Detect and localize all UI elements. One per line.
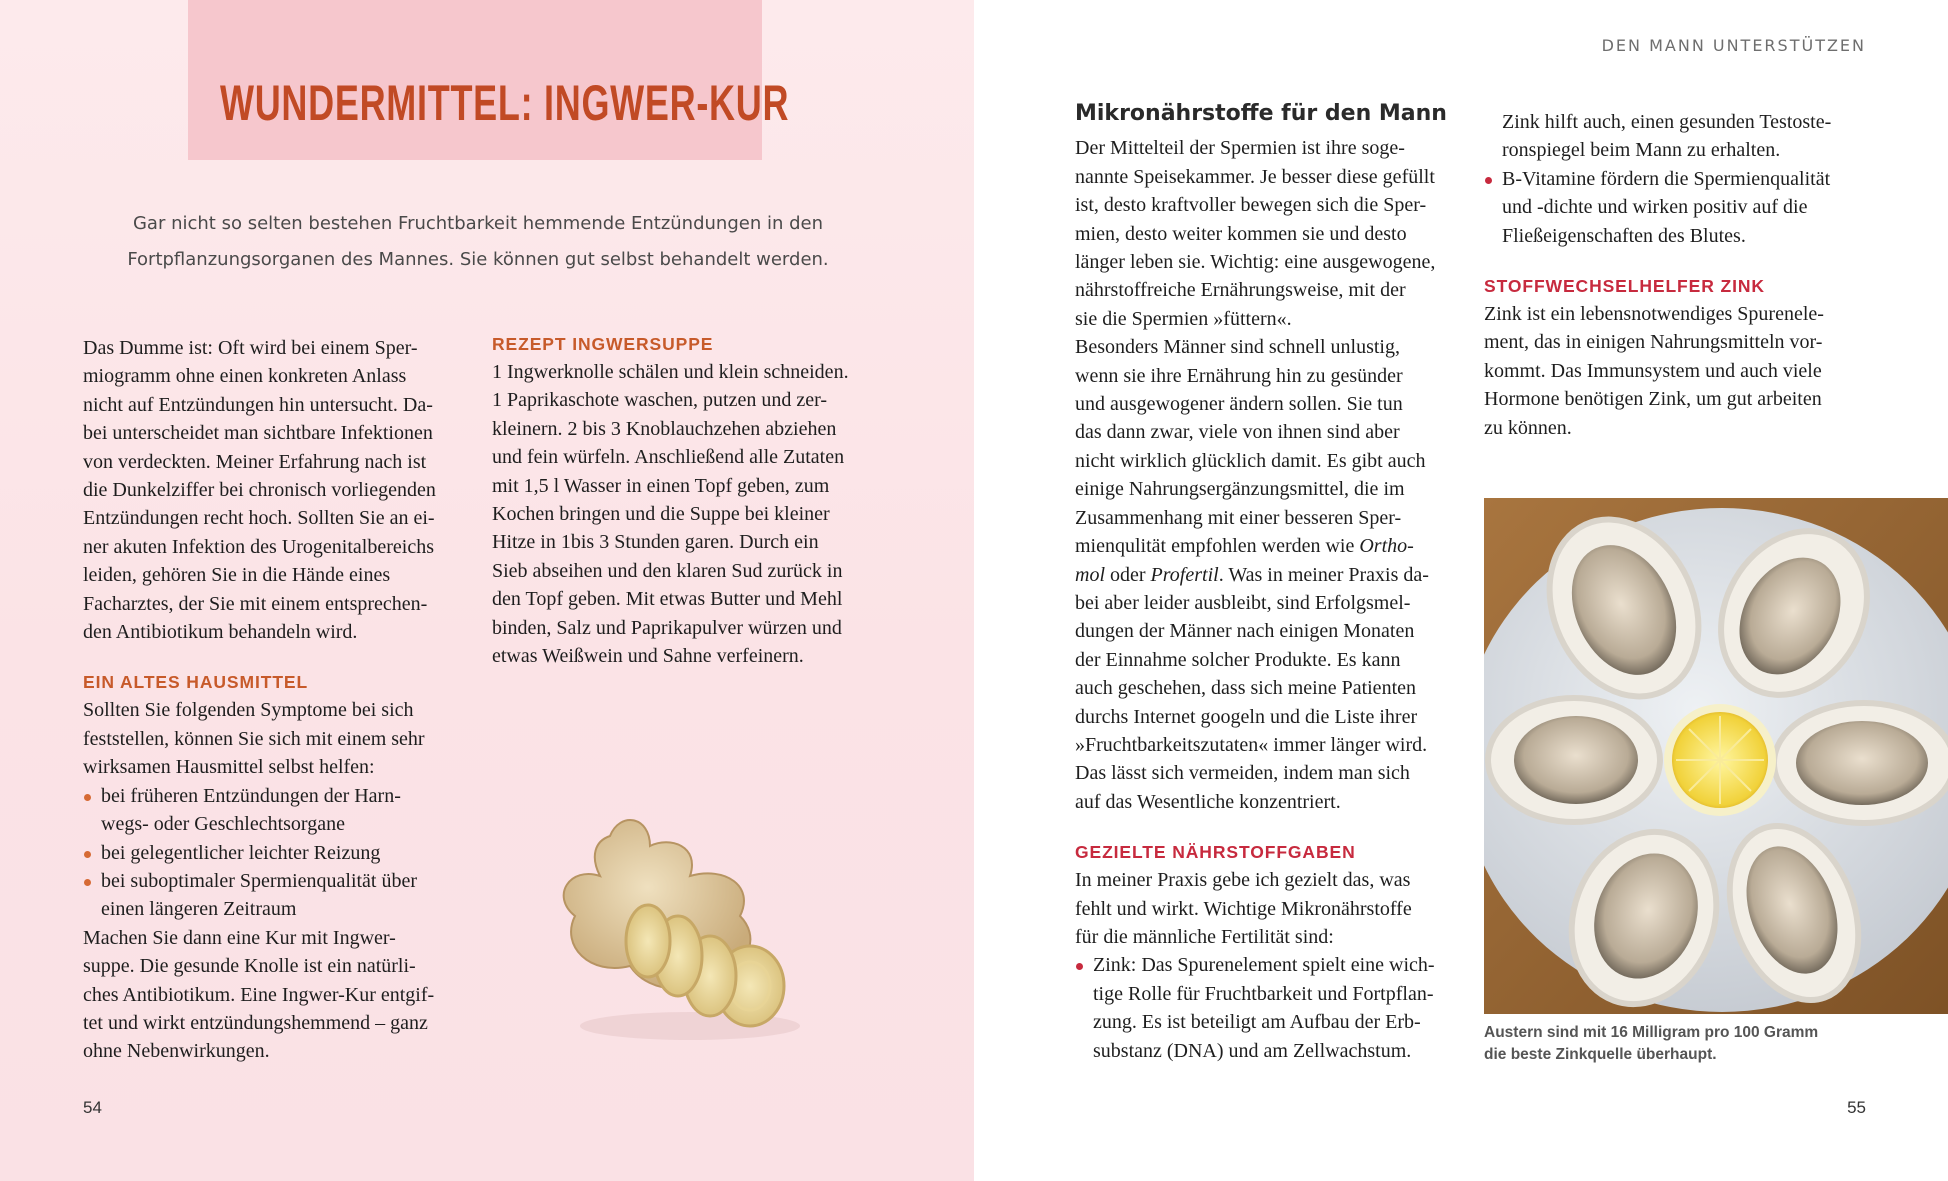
- section-heading-rezept: REZEPT INGWERSUPPE: [492, 334, 714, 354]
- text-line: bei gelegentlicher leichter Reizung: [101, 841, 381, 864]
- text-line: Das Dumme ist: Oft wird bei einem Sper-: [83, 337, 418, 359]
- symptom-list: [83, 782, 463, 924]
- product-name: Profertil: [1150, 563, 1219, 586]
- text-line: und ausgewogener ändern sollen. Sie tun: [1075, 393, 1403, 416]
- text-line: einen längeren Zeitraum: [101, 898, 297, 921]
- caption-line: Austern sind mit 16 Milligram pro 100 Gramm: [1484, 1024, 1819, 1041]
- caption-line: die beste Zinkquelle überhaupt.: [1484, 1046, 1717, 1063]
- text-line: bei suboptimaler Spermienqualität über: [101, 869, 418, 892]
- text-line: Machen Sie dann eine Kur mit Ingwer-: [83, 926, 396, 949]
- text-line: Sollten Sie folgenden Symptome bei sich: [83, 699, 414, 722]
- list-item: [83, 867, 463, 924]
- lead-paragraph: [100, 206, 856, 278]
- text-line: Sieb abseihen und den klaren Sud zurück in: [492, 559, 843, 582]
- text-line: den Topf geben. Mit etwas Butter und Mehl: [492, 588, 843, 611]
- text-line: bei unterscheidet man sichtbare Infektionen: [83, 422, 433, 445]
- text-line: Zink: Das Spurenelement spielt eine wich-: [1093, 954, 1435, 977]
- text-line: Entzündungen recht hoch. Sollten Sie an ei-: [83, 507, 435, 530]
- text-line: der Einnahme solcher Produkte. Es kann: [1075, 648, 1401, 671]
- praxis-paragraph: [1075, 333, 1495, 816]
- speisekammer-paragraph: [1075, 134, 1495, 333]
- text-line: länger leben sie. Wichtig: eine ausgewogene,: [1075, 251, 1436, 274]
- text-line: Der Mittelteil der Spermien ist ihre soge-: [1075, 137, 1405, 160]
- text-line: und fein würfeln. Anschließend alle Zutaten: [492, 446, 845, 469]
- text-line: tet und wirkt entzündungshemmend – ganz: [83, 1011, 428, 1034]
- text-line: binden, Salz und Paprikapulver würzen und: [492, 616, 842, 639]
- text-line: substanz (DNA) und am Zellwachstum.: [1093, 1039, 1412, 1062]
- lead-line: Fortpflanzungsorganen des Mannes. Sie können gut selbst behandelt werden.: [127, 249, 829, 270]
- text-line: dungen der Männer nach einigen Monaten: [1075, 620, 1415, 643]
- text-line: Hormone benötigen Zink, um gut arbeiten: [1484, 388, 1822, 411]
- text-line: 1 Ingwerknolle schälen und klein schneiden.: [492, 361, 849, 383]
- text-line: Das lässt sich vermeiden, indem man sich: [1075, 762, 1410, 785]
- text-line: einige Nahrungsergänzungsmittel, die im: [1075, 478, 1405, 501]
- vitamin-list: [1484, 165, 1904, 250]
- text-line: wirksamen Hausmittel selbst helfen:: [83, 756, 375, 779]
- section-heading-naehrstoffgaben: GEZIELTE NÄHRSTOFFGABEN: [1075, 842, 1356, 863]
- text-line: [1075, 532, 1495, 560]
- oyster-photo: [1484, 498, 1948, 1014]
- section-heading-zink: STOFFWECHSELHELFER ZINK: [1484, 276, 1765, 297]
- text-line: ohne Nebenwirkungen.: [83, 1040, 270, 1063]
- oyster-plate-image: [1484, 498, 1948, 1014]
- text-line: leiden, gehören Sie in die Hände eines: [83, 564, 391, 587]
- ginger-illustration: [550, 806, 810, 1046]
- text-line: nährstoffreiche Ernährungsweise, mit der: [1075, 279, 1406, 302]
- zink-paragraph: [1484, 300, 1904, 442]
- text-line: wenn sie ihre Ernährung hin zu gesünder: [1075, 364, 1403, 387]
- text-run: . Was in meiner Praxis da-: [1218, 563, 1429, 586]
- text-line: Facharztes, der Sie mit einem entsprechen-: [83, 592, 428, 615]
- text-line: feststellen, können Sie sich mit einem sehr: [83, 727, 425, 750]
- list-item: [83, 782, 463, 839]
- list-item: [1075, 951, 1495, 1065]
- micronutrient-list: [1075, 951, 1495, 1065]
- intro-paragraph: [83, 334, 463, 646]
- page-number-left: 54: [83, 1098, 102, 1117]
- text-line: nicht wirklich glücklich damit. Es gibt auch: [1075, 449, 1426, 472]
- right-column-2: [1484, 108, 1904, 442]
- text-line: mit 1,5 l Wasser in einen Topf geben, zum: [492, 474, 830, 497]
- text-line: Zink ist ein lebensnotwendiges Spurenele-: [1484, 303, 1824, 326]
- text-line: nicht auf Entzündungen hin untersucht. Da-: [83, 393, 433, 416]
- left-column-2: [492, 330, 912, 670]
- text-run: mienqulität empfohlen werden wie: [1075, 535, 1360, 558]
- zink-continuation: [1484, 108, 1904, 165]
- text-line: nannte Speisekammer. Je besser diese gefüllt: [1075, 165, 1435, 188]
- text-line: von verdeckten. Meiner Erfahrung nach ist: [83, 450, 427, 473]
- list-item: [83, 839, 463, 867]
- kur-paragraph: [83, 924, 463, 1066]
- page-number-right: 55: [1847, 1098, 1866, 1117]
- page-title: WUNDERMITTEL: INGWER-KUR: [220, 75, 790, 131]
- text-line: bei früheren Entzündungen der Harn-: [101, 784, 401, 807]
- text-line: wegs- oder Geschlechtsorgane: [101, 813, 345, 836]
- recipe-paragraph: [492, 358, 912, 670]
- text-line: Zusammenhang mit einer besseren Sper-: [1075, 506, 1402, 529]
- text-line: Hitze in 1bis 3 Stunden garen. Durch ein: [492, 531, 819, 554]
- text-line: das dann zwar, viele von ihnen sind aber: [1075, 421, 1400, 444]
- lead-line: Gar nicht so selten bestehen Fruchtbarkeit hemmende Entzündungen in den: [132, 213, 824, 234]
- text-line: kleinern. 2 bis 3 Knoblauchzehen abziehen: [492, 417, 837, 440]
- text-line: auch geschehen, dass sich meine Patienten: [1075, 677, 1416, 700]
- left-column-1: [83, 334, 463, 1066]
- text-line: ist, desto kraftvoller bewegen sich die Sper-: [1075, 194, 1427, 217]
- photo-caption: [1484, 1022, 1924, 1066]
- text-line: 1 Paprikaschote waschen, putzen und zer-: [492, 389, 828, 412]
- product-name: mol: [1075, 563, 1105, 586]
- text-run: oder: [1105, 563, 1151, 586]
- text-line: kommt. Das Immunsystem und auch viele: [1484, 359, 1822, 382]
- section-heading-hausmittel: EIN ALTES HAUSMITTEL: [83, 672, 309, 693]
- text-line: Fließeigenschaften des Blutes.: [1502, 224, 1746, 247]
- text-line: Zink hilft auch, einen gesunden Testoste-: [1502, 111, 1832, 133]
- text-line: zu können.: [1484, 416, 1572, 439]
- text-line: und -dichte und wirken positiv auf die: [1502, 196, 1808, 219]
- text-line: ronspiegel beim Mann zu erhalten.: [1502, 139, 1781, 162]
- text-line: sie die Spermien »füttern«.: [1075, 307, 1292, 330]
- section-heading-mikronaehrstoffe: Mikronährstoffe für den Mann: [1075, 101, 1447, 126]
- text-line: »Fruchtbarkeitszutaten« immer länger wird.: [1075, 733, 1428, 756]
- text-line: In meiner Praxis gebe ich gezielt das, was: [1075, 869, 1411, 892]
- text-line: ches Antibiotikum. Eine Ingwer-Kur entgif-: [83, 983, 435, 1006]
- text-line: für die männliche Fertilität sind:: [1075, 925, 1334, 948]
- text-line: [1075, 561, 1495, 589]
- text-line: mien, desto weiter kommen sie und desto: [1075, 222, 1407, 245]
- text-line: Besonders Männer sind schnell unlustig,: [1075, 336, 1400, 359]
- text-line: fehlt und wirkt. Wichtige Mikronährstoffe: [1075, 897, 1412, 920]
- text-line: durchs Internet googeln und die Liste ihrer: [1075, 705, 1418, 728]
- text-line: miogramm ohne einen konkreten Anlass: [83, 365, 407, 388]
- text-line: etwas Weißwein und Sahne verfeinern.: [492, 645, 804, 668]
- text-line: suppe. Die gesunde Knolle ist ein natürli-: [83, 955, 416, 978]
- text-line: bei aber leider ausbleibt, sind Erfolgsmel-: [1075, 591, 1411, 614]
- text-line: auf das Wesentliche konzentriert.: [1075, 790, 1341, 813]
- text-line: B-Vitamine fördern die Spermienqualität: [1502, 167, 1831, 190]
- text-line: ment, das in einigen Nahrungsmitteln vor-: [1484, 331, 1823, 354]
- text-line: die Dunkelziffer bei chronisch vorliegenden: [83, 479, 436, 502]
- right-column-1: [1075, 100, 1495, 1065]
- text-line: Kochen bringen und die Suppe bei kleiner: [492, 503, 830, 526]
- text-line: ner akuten Infektion des Urogenitalbereichs: [83, 535, 434, 558]
- right-page: [974, 0, 1948, 1181]
- product-name: Ortho-: [1359, 535, 1414, 558]
- running-head: DEN MANN UNTERSTÜTZEN: [1601, 36, 1866, 55]
- text-line: den Antibiotikum behandeln wird.: [83, 621, 358, 644]
- hausmittel-paragraph: [83, 696, 463, 781]
- list-item: [1484, 165, 1904, 250]
- text-line: tige Rolle für Fruchtbarkeit und Fortpflan-: [1093, 982, 1434, 1005]
- text-line: zung. Es ist beteiligt am Aufbau der Erb-: [1093, 1011, 1421, 1034]
- naehrstoff-paragraph: [1075, 866, 1495, 951]
